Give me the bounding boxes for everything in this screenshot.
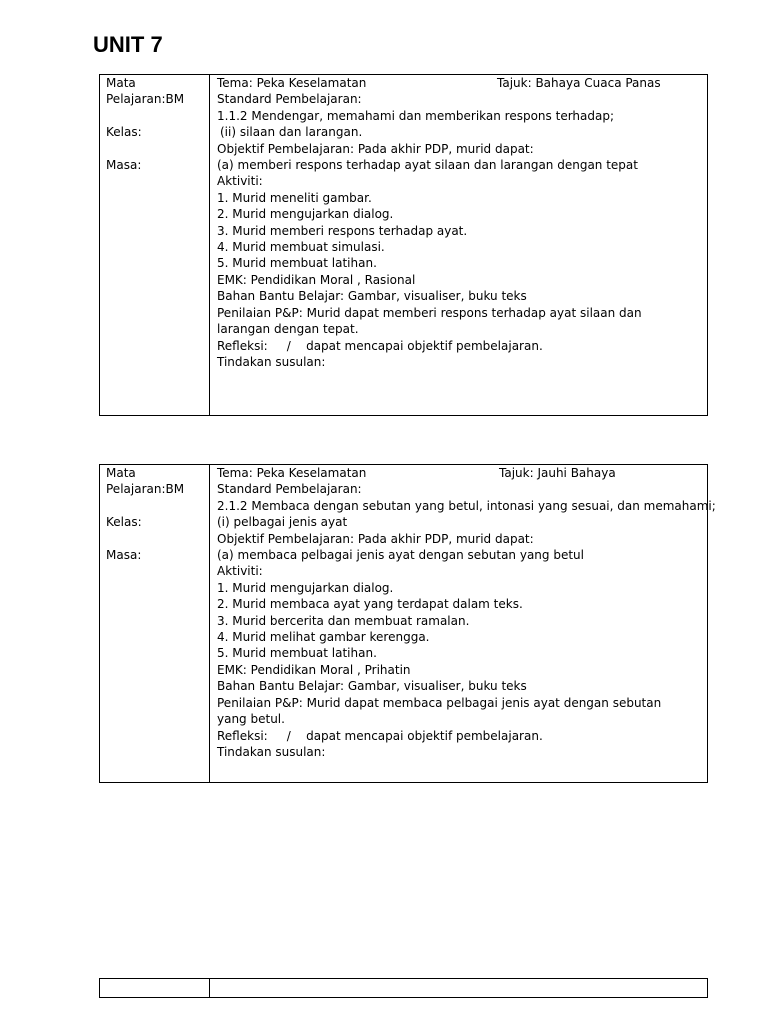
standard-code: 1.1.2 Mendengar, memahami dan memberikan respons terhadap;: [217, 108, 615, 123]
theme-text: Tema: Peka Keselamatan: [217, 76, 367, 90]
standard-label: Standard Pembelajaran:: [217, 92, 362, 107]
lesson-header-row: [217, 465, 707, 481]
lesson-info-column: [100, 465, 210, 782]
topic-text: Tajuk: Bahaya Cuaca Panas: [497, 76, 661, 90]
theme-text: Tema: Peka Keselamatan: [217, 466, 367, 480]
class-label: Kelas:: [106, 515, 142, 530]
activity-item: 3. Murid bercerita dan membuat ramalan.: [217, 613, 470, 628]
teaching-aids-text: Bahan Bantu Belajar: Gambar, visualiser, buku teks: [217, 679, 527, 694]
subject-value: Pelajaran:BM: [106, 92, 185, 107]
class-label: Kelas:: [106, 125, 142, 140]
subject-label: Mata: [106, 466, 136, 480]
time-label: Masa:: [106, 158, 142, 172]
lesson-details-column: [210, 465, 716, 782]
time-label: Masa:: [106, 548, 142, 562]
activity-item: 1. Murid mengujarkan dialog.: [217, 580, 394, 595]
activity-item: 2. Murid mengujarkan dialog.: [217, 207, 394, 222]
follow-up-label: Tindakan susulan:: [217, 354, 326, 369]
activity-item: 1. Murid meneliti gambar.: [217, 190, 372, 205]
objective-label: Objektif Pembelajaran: Pada akhir PDP, murid dapat:: [217, 141, 534, 156]
standard-code: 2.1.2 Membaca dengan sebutan yang betul, intonasi yang sesuai, dan memahami;: [217, 498, 716, 513]
activity-item: 5. Murid membuat latihan.: [217, 256, 377, 271]
activity-item: 2. Murid membaca ayat yang terdapat dalam teks.: [217, 597, 523, 612]
lesson-plan-table: [99, 74, 708, 416]
activity-item: 5. Murid membuat latihan.: [217, 646, 377, 661]
lesson-header-row: [217, 75, 707, 91]
subject-label: Mata: [106, 76, 136, 90]
lesson-details-column: [210, 979, 707, 997]
emk-text: EMK: Pendidikan Moral , Prihatin: [217, 662, 411, 677]
objective-text: (a) membaca pelbagai jenis ayat dengan sebutan yang betul: [217, 548, 584, 563]
teaching-aids-text: Bahan Bantu Belajar: Gambar, visualiser, buku teks: [217, 289, 527, 304]
unit-title: UNIT 7: [93, 32, 163, 57]
reflection-text: Refleksi: / dapat mencapai objektif pembelajaran.: [217, 338, 543, 353]
lesson-info-column: [100, 979, 210, 997]
subject-value: Pelajaran:BM: [106, 482, 185, 497]
emk-text: EMK: Pendidikan Moral , Rasional: [217, 272, 416, 287]
assessment-text: Penilaian P&P: Murid dapat membaca pelbagai jenis ayat dengan sebutan yang betul.: [217, 695, 662, 727]
standard-sub: (ii) silaan dan larangan.: [220, 125, 363, 140]
standard-label: Standard Pembelajaran:: [217, 482, 362, 497]
activity-item: 3. Murid memberi respons terhadap ayat.: [217, 223, 468, 238]
lesson-plan-table-partial: [99, 978, 708, 998]
activity-item: 4. Murid melihat gambar kerengga.: [217, 630, 430, 645]
activity-label: Aktiviti:: [217, 564, 263, 579]
reflection-text: Refleksi: / dapat mencapai objektif pembelajaran.: [217, 728, 543, 743]
assessment-text: Penilaian P&P: Murid dapat memberi respons terhadap ayat silaan dan larangan dengan tepat.: [217, 305, 642, 337]
standard-sub: (i) pelbagai jenis ayat: [217, 515, 348, 530]
follow-up-label: Tindakan susulan:: [217, 744, 326, 759]
activity-label: Aktiviti:: [217, 174, 263, 189]
objective-text: (a) memberi respons terhadap ayat silaan dan larangan dengan tepat: [217, 158, 638, 173]
objective-label: Objektif Pembelajaran: Pada akhir PDP, murid dapat:: [217, 531, 534, 546]
lesson-plan-table: [99, 464, 716, 783]
lesson-info-column: [100, 75, 210, 415]
topic-text: Tajuk: Jauhi Bahaya: [499, 466, 616, 480]
lesson-details-column: [210, 75, 707, 415]
activity-item: 4. Murid membuat simulasi.: [217, 240, 385, 255]
